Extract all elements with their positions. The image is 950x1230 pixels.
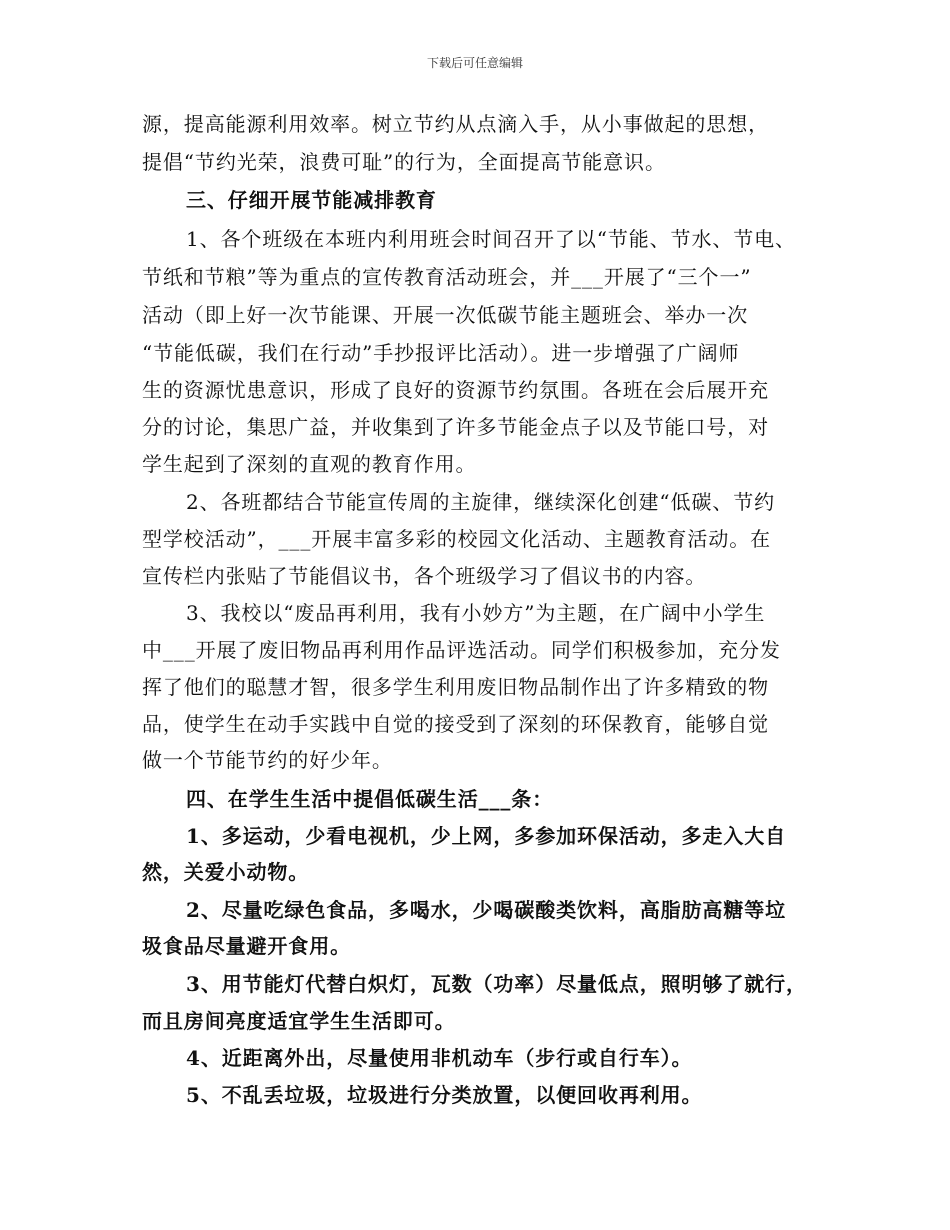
- list-item: 然，关爱小动物。: [142, 860, 310, 884]
- text-line: 活动（即上好一次节能课、开展一次低碳节能主题班会、举办一次: [142, 303, 749, 327]
- section-heading: 三、仔细开展节能减排教育: [186, 188, 437, 212]
- page-header: 下载后可任意编辑: [426, 56, 523, 70]
- text-line: 中___开展了废旧物品再利用作品评选活动。同学们积极参加，充分发: [142, 638, 781, 662]
- text-line: 提倡“节约光荣，浪费可耻”的行为，全面提高节能意识。: [142, 150, 666, 174]
- list-item: 2、尽量吃绿色食品，多喝水，少喝碳酸类饮料，高脂肪高糖等垃: [186, 898, 787, 922]
- list-item: 4、近距离外出，尽量使用非机动车（步行或自行车）。: [186, 1046, 693, 1070]
- text-line: 品，使学生在动手实践中自觉的接受到了深刻的环保教育，能够自觉: [142, 712, 769, 736]
- text-line: 宣传栏内张贴了节能倡议书，各个班级学习了倡议书的内容。: [142, 564, 707, 588]
- text-line: 节纸和节粮”等为重点的宣传教育活动班会，并___开展了“三个一”: [142, 265, 752, 289]
- text-line: 挥了他们的聪慧才智，很多学生利用废旧物品制作出了许多精致的物: [142, 675, 769, 699]
- text-line: 型学校活动”，___开展丰富多彩的校园文化活动、主题教育活动。在: [142, 527, 772, 551]
- list-item: 1、多运动，少看电视机，少上网，多参加环保活动，多走入大自: [186, 824, 787, 848]
- text-line: 1、各个班级在本班内利用班会时间召开了以“节能、节水、节电、: [186, 227, 796, 251]
- text-line: 2、各班都结合节能宣传周的主旋律，继续深化创建“低碳、节约: [186, 490, 776, 514]
- list-item: 5、不乱丢垃圾，垃圾进行分类放置，以便回收再利用。: [186, 1083, 703, 1107]
- text-line: 源，提高能源利用效率。树立节约从点滴入手，从小事做起的思想，: [142, 112, 769, 136]
- text-line: “节能低碳，我们在行动”手抄报评比活动）。进一步增强了广阔师: [142, 341, 740, 365]
- text-line: 做一个节能节约的好少年。: [142, 748, 393, 772]
- section-heading: 四、在学生生活中提倡低碳生活___条：: [186, 787, 554, 811]
- text-line: 学生起到了深刻的直观的教育作用。: [142, 452, 477, 476]
- list-item: 而且房间亮度适宜学生生活即可。: [142, 1009, 456, 1033]
- text-line: 3、我校以“废品再利用，我有小妙方”为主题，在广阔中小学生: [186, 601, 766, 625]
- text-line: 生的资源忧患意识，形成了良好的资源节约氛围。各班在会后展开充: [142, 378, 769, 402]
- list-item: 3、用节能灯代替白炽灯，瓦数（功率）尽量低点，照明够了就行，: [186, 972, 807, 996]
- text-line: 分的讨论，集思广益，并收集到了许多节能金点子以及节能口号，对: [142, 415, 769, 439]
- list-item: 圾食品尽量避开食用。: [142, 934, 351, 958]
